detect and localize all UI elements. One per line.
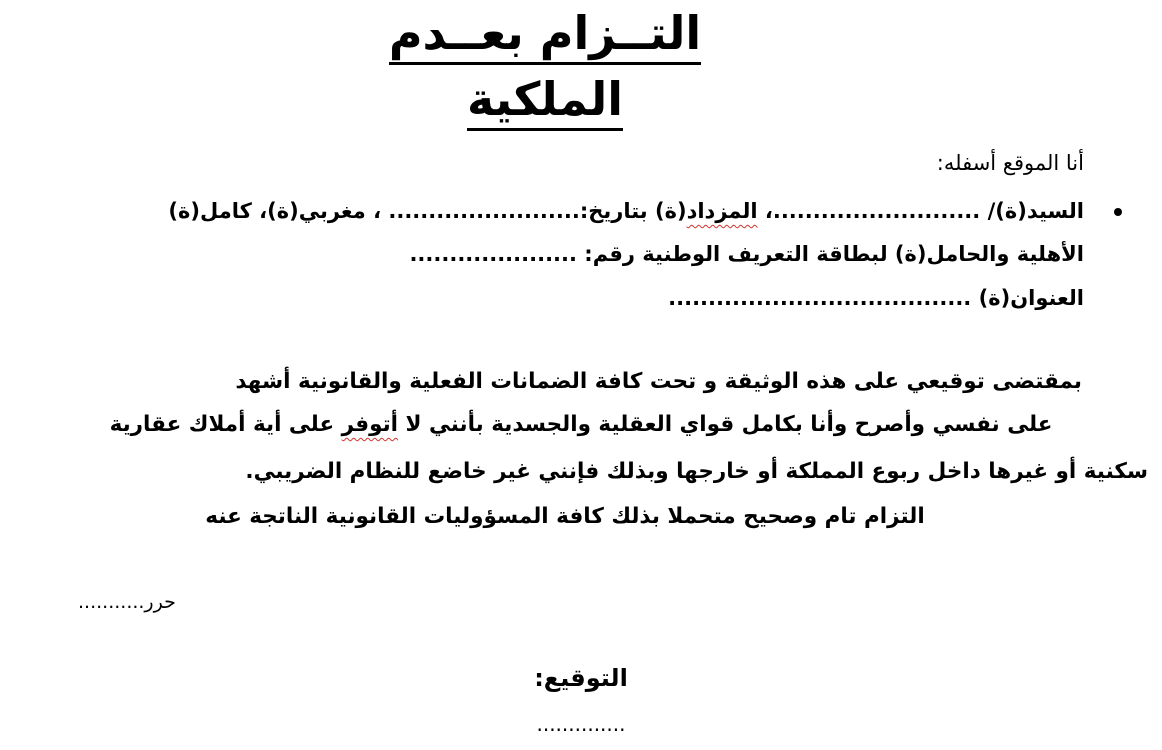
signature-label: التوقيع: [534, 664, 628, 692]
body-line-2 [14, 408, 1148, 441]
declarant-line-3: العنوان(ة) ...................................... [668, 286, 1084, 310]
intro-text: أنا الموقع أسفله: [936, 151, 1084, 175]
declarant-line-2: الأهلية والحامل(ة) لبطاقة التعريف الوطنية رقم: ..................... [409, 242, 1084, 266]
declarant-line-1 [168, 196, 1084, 226]
body-line-2-b: على أية أملاك عقارية [109, 412, 342, 437]
body-line-2-a: على نفسي وأصرح وأنا بكامل قواي العقلية والجسدية بأنني لا [398, 412, 1053, 437]
bullet-icon [1114, 208, 1122, 216]
document-title-text: التــزام بعــدم الملكية [389, 6, 701, 131]
declarant-line-1-a: السيد(ة)/ ..........................، [757, 199, 1084, 223]
document-title [330, 0, 760, 132]
body-line-4: التزام تام وصحيح متحملا بذلك كافة المسؤوليات القانونية الناتجة عنه [205, 504, 925, 529]
body-line-1: بمقتضى توقيعي على هذه الوثيقة و تحت كافة الضمانات الفعلية والقانونية أشهد [235, 369, 1082, 394]
signature-field: .............. [536, 712, 626, 736]
declarant-line-1-spellcheck: المزداد [686, 199, 758, 223]
declarant-line-1-b: (ة) بتاريخ:........................ ، مغربي(ة)، كامل(ة) [168, 199, 687, 223]
body-line-3: سكنية أو غيرها داخل ربوع المملكة أو خارجها وبذلك فإنني غير خاضع للنظام الضريبي. [245, 459, 1148, 484]
body-line-2-spellcheck: أتوفر [341, 412, 399, 437]
place-field: حرر........... [78, 591, 176, 613]
